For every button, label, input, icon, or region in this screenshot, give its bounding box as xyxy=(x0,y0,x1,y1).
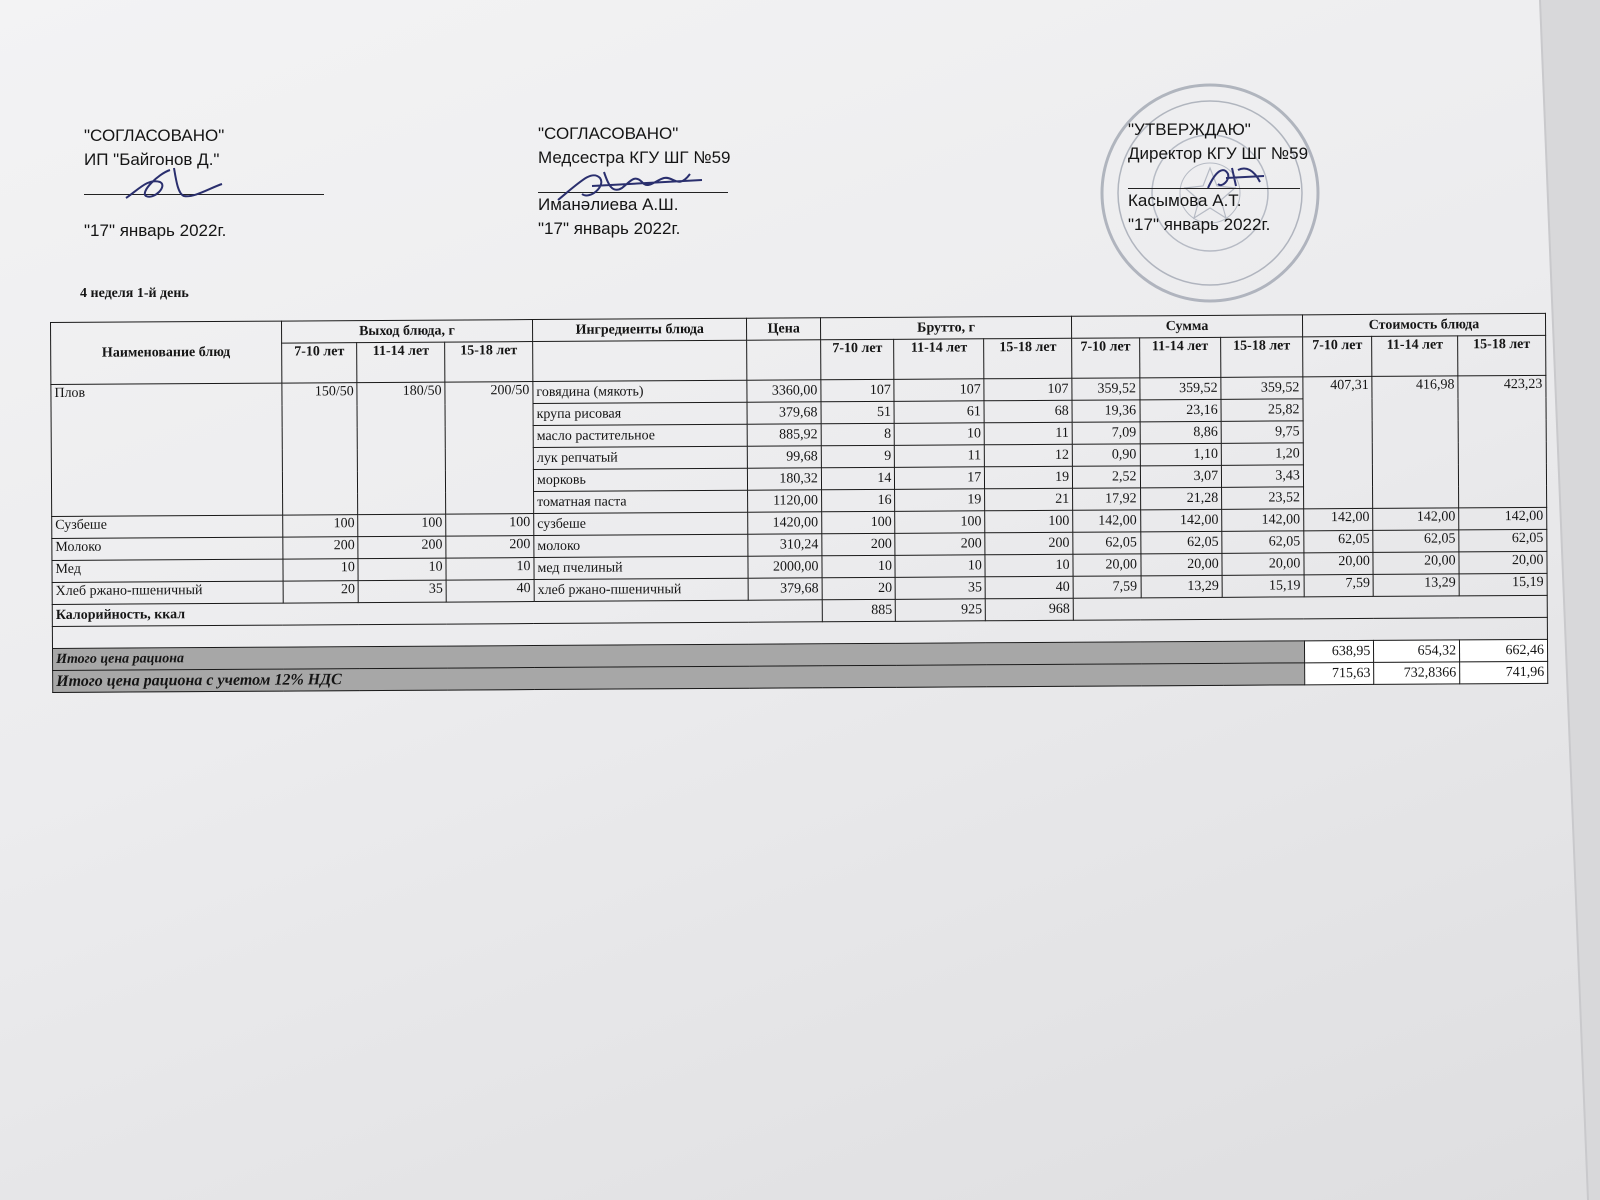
sum-value: 25,82 xyxy=(1221,399,1303,421)
sum-value: 7,09 xyxy=(1072,422,1140,444)
col-ingredients-header: Ингредиенты блюда xyxy=(532,318,747,341)
signature-nurse xyxy=(552,160,712,210)
sum-value: 13,29 xyxy=(1141,575,1223,597)
dish-cost: 20,00 xyxy=(1373,552,1459,575)
approval-position: Директор КГУ ШГ №59 xyxy=(1128,144,1309,163)
brutto-value: 9 xyxy=(821,445,895,467)
ingredient-price: 1120,00 xyxy=(748,490,822,512)
sum-value: 1,20 xyxy=(1221,443,1303,465)
signature-director xyxy=(1202,160,1272,196)
col-brutto-header: Брутто, г xyxy=(820,316,1071,340)
dish-name: Хлеб ржано-пшеничный xyxy=(52,581,283,604)
sum-value: 62,05 xyxy=(1222,531,1304,553)
age-header: 7-10 лет xyxy=(281,343,357,383)
age-header: 7-10 лет xyxy=(1072,338,1140,378)
brutto-value: 100 xyxy=(895,511,985,534)
ingredient-name: масло растительное xyxy=(533,424,748,447)
total-value: 638,95 xyxy=(1304,640,1374,662)
dish-cost: 62,05 xyxy=(1459,529,1547,552)
approval-name: Иманәлиева А.Ш. xyxy=(538,195,679,214)
signature-supplier xyxy=(118,160,228,210)
dish-yield: 10 xyxy=(283,559,359,581)
approval-date: "17" январь 2022г. xyxy=(538,219,681,238)
empty-header xyxy=(747,340,821,380)
sum-value: 8,86 xyxy=(1140,421,1222,443)
dish-cost: 7,59 xyxy=(1304,574,1374,596)
col-price-header: Цена xyxy=(747,318,821,340)
ingredient-price: 180,32 xyxy=(748,468,822,490)
brutto-value: 19 xyxy=(895,489,985,512)
brutto-value: 16 xyxy=(821,489,895,511)
menu-table xyxy=(50,313,1548,693)
brutto-value: 100 xyxy=(822,511,896,533)
dish-yield: 100 xyxy=(446,514,534,537)
sum-value: 62,05 xyxy=(1073,532,1141,554)
sum-value: 19,36 xyxy=(1072,400,1140,422)
ingredient-name: мед пчелиный xyxy=(534,556,749,579)
calories-label: Калорийность, ккал xyxy=(52,600,822,627)
menu-body xyxy=(51,375,1547,604)
sum-value: 20,00 xyxy=(1140,553,1222,575)
total-vat-label: Итого цена рациона с учетом 12% НДС xyxy=(53,663,1305,693)
brutto-value: 61 xyxy=(894,401,984,424)
ingredient-name: томатная паста xyxy=(534,490,749,513)
brutto-value: 10 xyxy=(985,554,1073,577)
age-header: 11-14 лет xyxy=(357,342,445,383)
dish-yield: 35 xyxy=(358,580,446,603)
col-yield-header: Выход блюда, г xyxy=(281,320,532,344)
brutto-value: 51 xyxy=(821,401,895,423)
sum-value: 20,00 xyxy=(1073,554,1141,576)
empty-header xyxy=(533,340,748,381)
total-vat-value: 741,96 xyxy=(1460,661,1548,684)
ingredient-name: лук репчатый xyxy=(533,446,748,469)
sum-value: 2,52 xyxy=(1073,466,1141,488)
approval-position: Медсестра КГУ ШГ №59 xyxy=(538,148,731,167)
dish-yield: 200 xyxy=(283,537,359,559)
brutto-value: 10 xyxy=(822,555,896,577)
age-header: 7-10 лет xyxy=(821,339,895,379)
age-header: 15-18 лет xyxy=(445,342,533,383)
brutto-value: 11 xyxy=(895,445,985,468)
dish-name: Мед xyxy=(52,559,283,582)
sum-value: 9,75 xyxy=(1221,421,1303,443)
brutto-value: 107 xyxy=(984,378,1072,401)
total-vat-value: 732,8366 xyxy=(1374,662,1460,685)
brutto-value: 21 xyxy=(985,488,1073,511)
sum-value: 15,19 xyxy=(1222,575,1304,597)
ingredient-price: 379,68 xyxy=(748,578,822,600)
calories-value: 885 xyxy=(822,599,896,621)
total-value: 662,46 xyxy=(1460,639,1548,662)
dish-yield: 200 xyxy=(446,536,534,559)
ingredient-name: сузбеше xyxy=(534,512,749,535)
brutto-value: 8 xyxy=(821,423,895,445)
dish-yield: 150/50 xyxy=(282,383,358,515)
ingredient-price: 1420,00 xyxy=(748,512,822,534)
brutto-value: 12 xyxy=(985,444,1073,467)
brutto-value: 107 xyxy=(821,379,895,401)
dish-cost: 407,31 xyxy=(1303,376,1373,508)
sum-value: 142,00 xyxy=(1073,510,1141,532)
age-header: 11-14 лет xyxy=(1139,337,1221,377)
approval-date: "17" январь 2022г. xyxy=(1128,215,1271,234)
ingredient-price: 310,24 xyxy=(748,534,822,556)
dish-yield: 100 xyxy=(282,515,358,537)
ingredient-price: 99,68 xyxy=(748,446,822,468)
dish-yield: 10 xyxy=(446,558,534,581)
total-vat-value: 715,63 xyxy=(1304,662,1374,684)
sum-value: 23,16 xyxy=(1139,399,1221,421)
ingredient-price: 2000,00 xyxy=(748,556,822,578)
age-header: 7-10 лет xyxy=(1302,336,1372,376)
col-cost-header: Стоимость блюда xyxy=(1302,313,1545,336)
sum-value: 7,59 xyxy=(1073,576,1141,598)
ingredient-name: хлеб ржано-пшеничный xyxy=(534,578,749,601)
sum-value: 1,10 xyxy=(1140,443,1222,465)
sum-value: 359,52 xyxy=(1072,378,1140,400)
sum-value: 21,28 xyxy=(1140,487,1222,509)
approval-name: Касымова А.Т. xyxy=(1128,191,1242,210)
dish-yield: 200/50 xyxy=(445,382,534,515)
approval-position: ИП "Байгонов Д." xyxy=(84,150,220,169)
brutto-value: 11 xyxy=(984,422,1072,445)
calories-value: 925 xyxy=(896,599,986,622)
brutto-value: 35 xyxy=(896,577,986,600)
ingredient-price: 885,92 xyxy=(748,424,822,446)
dish-yield: 40 xyxy=(446,580,534,603)
dish-cost: 142,00 xyxy=(1373,508,1459,531)
brutto-value: 200 xyxy=(985,532,1073,555)
col-sum-header: Сумма xyxy=(1072,315,1303,338)
dish-name: Сузбеше xyxy=(52,515,283,538)
dish-yield: 180/50 xyxy=(357,382,446,515)
brutto-value: 14 xyxy=(821,467,895,489)
dish-yield: 200 xyxy=(358,536,446,559)
dish-cost: 15,19 xyxy=(1459,573,1547,596)
brutto-value: 200 xyxy=(822,533,896,555)
ingredient-name: крупа рисовая xyxy=(533,402,748,425)
brutto-value: 107 xyxy=(894,379,984,402)
week-day-title: 4 неделя 1-й день xyxy=(80,286,189,301)
ingredient-name: морковь xyxy=(533,468,748,491)
approval-title: "СОГЛАСОВАНО" xyxy=(538,124,679,143)
sum-value: 20,00 xyxy=(1222,553,1304,575)
sum-value: 142,00 xyxy=(1222,509,1304,531)
age-header: 15-18 лет xyxy=(1458,335,1546,376)
brutto-value: 20 xyxy=(822,577,896,599)
brutto-value: 10 xyxy=(895,555,985,578)
brutto-value: 100 xyxy=(985,510,1073,533)
dish-cost: 142,00 xyxy=(1304,508,1374,530)
brutto-value: 68 xyxy=(984,400,1072,423)
age-header: 15-18 лет xyxy=(984,338,1072,379)
dish-cost: 423,23 xyxy=(1458,375,1547,508)
total-label: Итого цена рациона xyxy=(52,641,1304,671)
dish-name: Плов xyxy=(51,383,283,516)
ingredient-name: говядина (мякоть) xyxy=(533,380,748,403)
sum-value: 62,05 xyxy=(1140,531,1222,553)
age-header: 11-14 лет xyxy=(1372,336,1458,377)
calories-value: 968 xyxy=(986,598,1074,621)
sum-value: 3,43 xyxy=(1222,465,1304,487)
approval-title: "УТВЕРЖДАЮ" xyxy=(1128,120,1251,139)
ingredient-price: 379,68 xyxy=(747,402,821,424)
empty-cell xyxy=(1073,595,1547,620)
dish-cost: 142,00 xyxy=(1459,507,1547,530)
age-header: 11-14 лет xyxy=(894,339,984,380)
dish-yield: 100 xyxy=(358,514,446,537)
total-value: 654,32 xyxy=(1374,640,1460,663)
dish-cost: 20,00 xyxy=(1459,551,1547,574)
brutto-value: 19 xyxy=(985,466,1073,489)
dish-yield: 20 xyxy=(283,581,359,603)
dish-cost: 13,29 xyxy=(1373,574,1459,597)
dish-cost: 416,98 xyxy=(1372,376,1459,509)
ingredient-price: 3360,00 xyxy=(747,380,821,402)
sum-value: 359,52 xyxy=(1139,377,1221,399)
dish-cost: 62,05 xyxy=(1373,530,1459,553)
sum-value: 359,52 xyxy=(1221,377,1303,399)
col-dish-header: Наименование блюд xyxy=(51,321,282,384)
sum-value: 0,90 xyxy=(1072,444,1140,466)
dish-cost: 62,05 xyxy=(1304,530,1374,552)
approval-title: "СОГЛАСОВАНО" xyxy=(84,126,225,145)
dish-cost: 20,00 xyxy=(1304,552,1374,574)
age-header: 15-18 лет xyxy=(1221,337,1303,377)
ingredient-name: молоко xyxy=(534,534,749,557)
sum-value: 17,92 xyxy=(1073,488,1141,510)
sum-value: 23,52 xyxy=(1222,487,1304,509)
brutto-value: 17 xyxy=(895,467,985,490)
dish-name: Молоко xyxy=(52,537,283,560)
sum-value: 3,07 xyxy=(1140,465,1222,487)
brutto-value: 200 xyxy=(895,533,985,556)
approval-date: "17" январь 2022г. xyxy=(84,221,227,240)
dish-yield: 10 xyxy=(358,558,446,581)
sum-value: 142,00 xyxy=(1140,509,1222,531)
brutto-value: 40 xyxy=(985,576,1073,599)
brutto-value: 10 xyxy=(895,423,985,446)
